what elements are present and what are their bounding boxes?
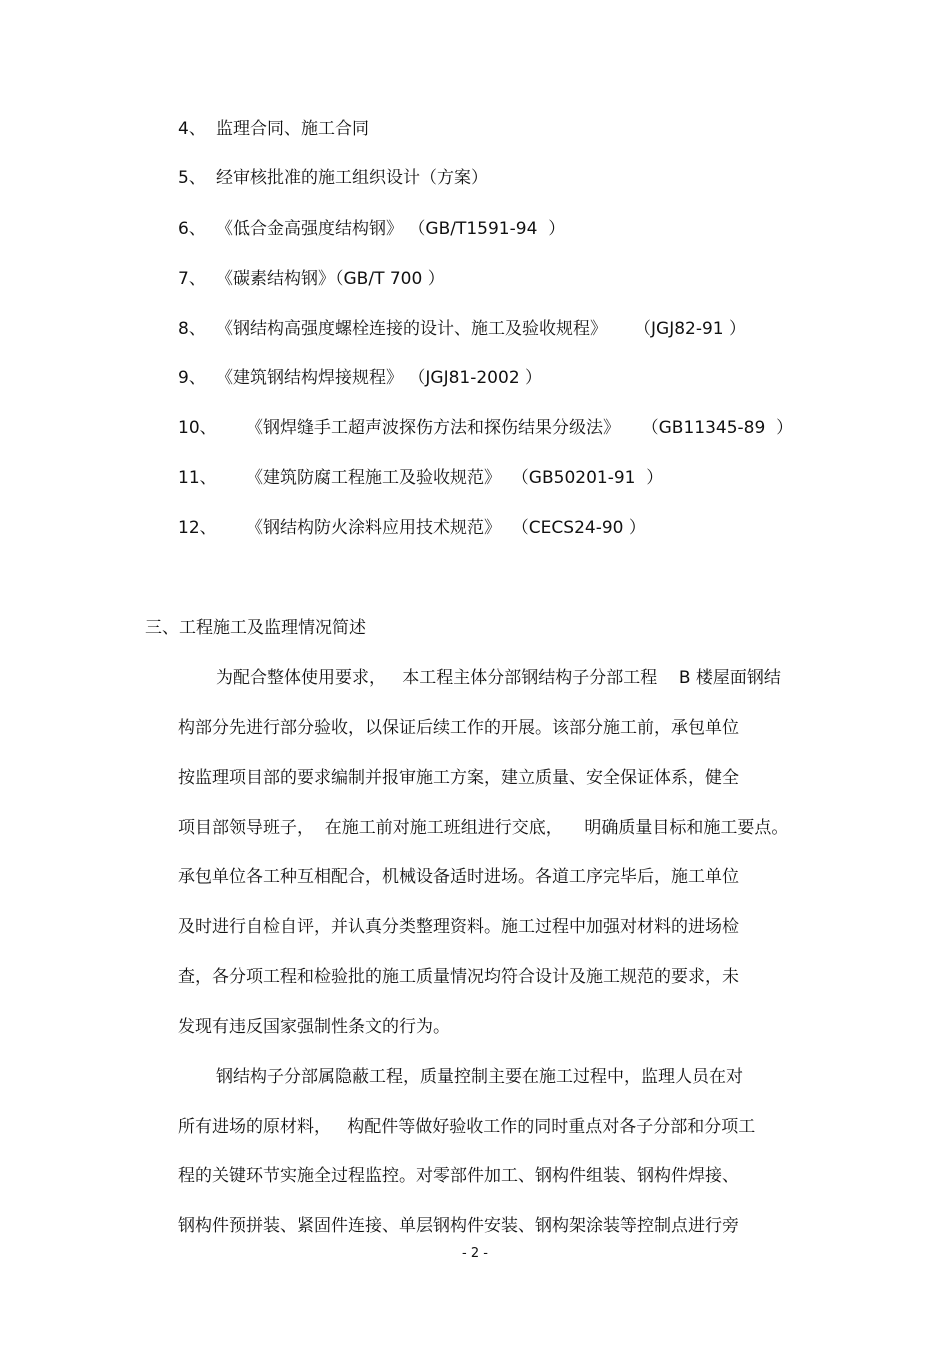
paragraph-line: 为配合整体使用要求， 本工程主体分部钢结构子分部工程 B 楼屋面钢结 [216,668,781,688]
reference-text: 《碳素结构钢》（GB/T 700 ） [216,269,445,289]
page-number: - 2 - [462,1246,488,1261]
reference-number: 7、 [178,269,206,289]
paragraph-line: 项目部领导班子， 在施工前对施工班组进行交底， 明确质量目标和施工要点。 [178,818,789,838]
reference-text: 《建筑防腐工程施工及验收规范》 （GB50201-91 ） [246,468,664,488]
reference-text: 《钢焊缝手工超声波探伤方法和探伤结果分级法》 （GB11345-89 ） [246,418,794,438]
paragraph-line: 构部分先进行部分验收，以保证后续工作的开展。该部分施工前，承包单位 [178,718,739,738]
paragraph-line: 程的关键环节实施全过程监控。对零部件加工、钢构件组装、钢构件焊接、 [178,1166,739,1186]
paragraph-line: 按监理项目部的要求编制并报审施工方案，建立质量、安全保证体系，健全 [178,768,739,788]
paragraph-line: 及时进行自检自评，并认真分类整理资料。施工过程中加强对材料的进场检 [178,917,739,937]
paragraph-line: 承包单位各工种互相配合，机械设备适时进场。各道工序完毕后，施工单位 [178,867,739,887]
reference-text: 经审核批准的施工组织设计（方案） [216,168,488,188]
section-heading: 三、工程施工及监理情况简述 [145,618,366,638]
reference-number: 9、 [178,368,206,388]
reference-number: 11、 [178,468,217,488]
reference-text: 《钢结构高强度螺栓连接的设计、施工及验收规程》 （JGJ82-91 ） [216,319,747,339]
reference-text: 《钢结构防火涂料应用技术规范》 （CECS24-90 ） [246,518,646,538]
reference-number: 4、 [178,119,206,139]
reference-text: 《低合金高强度结构钢》 （GB/T1591-94 ） [216,219,566,239]
reference-number: 8、 [178,319,206,339]
paragraph-line: 钢结构子分部属隐蔽工程，质量控制主要在施工过程中，监理人员在对 [216,1067,743,1087]
reference-number: 10、 [178,418,217,438]
paragraph-line: 发现有违反国家强制性条文的行为。 [178,1017,450,1037]
paragraph-line: 所有进场的原材料， 构配件等做好验收工作的同时重点对各子分部和分项工 [178,1117,756,1137]
reference-text: 监理合同、施工合同 [216,119,369,139]
reference-number: 5、 [178,168,206,188]
reference-text: 《建筑钢结构焊接规程》 （JGJ81-2002 ） [216,368,543,388]
paragraph-line: 钢构件预拼装、紧固件连接、单层钢构件安装、钢构架涂装等控制点进行旁 [178,1216,739,1236]
reference-number: 12、 [178,518,217,538]
reference-number: 6、 [178,219,206,239]
paragraph-line: 查，各分项工程和检验批的施工质量情况均符合设计及施工规范的要求，未 [178,967,739,987]
